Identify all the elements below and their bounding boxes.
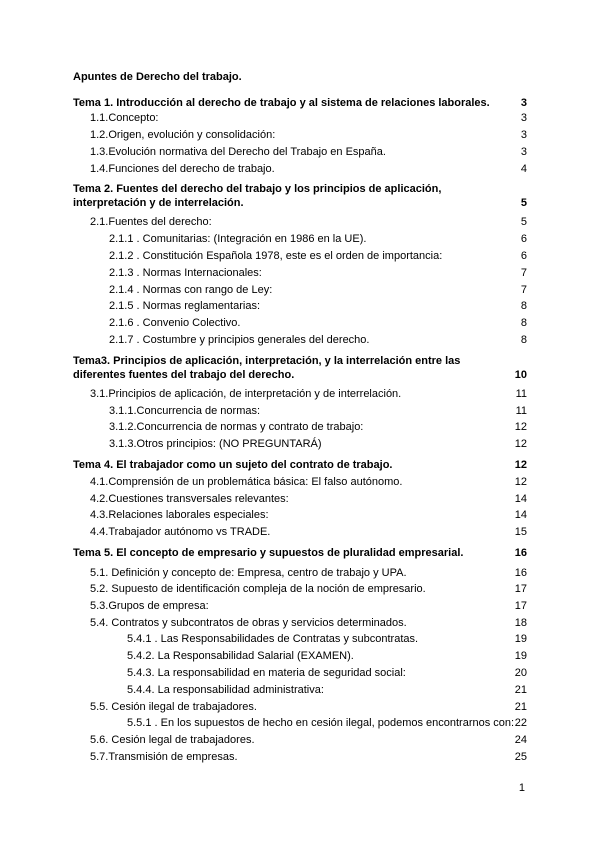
toc-entry[interactable]	[90, 145, 527, 159]
toc-page-number: 8	[520, 317, 527, 329]
toc-entry[interactable]	[90, 616, 527, 630]
toc-page-number: 17	[514, 600, 527, 612]
toc-entry-label: 2.1.6 . Convenio Colectivo.	[109, 317, 241, 329]
toc-page-number: 12	[514, 421, 527, 433]
toc-entry-label: 5.4. Contratos y subcontratos de obras y servicios determinados.	[90, 617, 407, 629]
toc-page-number: 16	[514, 567, 527, 579]
toc-entry-label: 5.7.Transmisión de empresas.	[90, 751, 238, 763]
toc-entry-label: 5.4.1 . Las Responsabilidades de Contratas y subcontratas.	[127, 633, 419, 645]
toc-chapter-label: Tema 1. Introducción al derecho de trabajo y al sistema de relaciones laborales.	[73, 97, 490, 109]
toc-page-number: 19	[514, 650, 527, 662]
toc-page-number: 5	[520, 197, 527, 209]
toc-entry-label: 5.5. Cesión ilegal de trabajadores.	[90, 701, 257, 713]
toc-page-number: 3	[520, 146, 527, 158]
toc-chapter-1[interactable]	[73, 96, 527, 110]
toc-entry-label: 1.3.Evolución normativa del Derecho del Trabajo en España.	[90, 146, 386, 158]
toc-entry[interactable]	[90, 599, 527, 613]
toc-entry-label: 5.4.3. La responsabilidad en materia de seguridad social:	[127, 667, 406, 679]
toc-chapter-label: Tema 4. El trabajador como un sujeto del contrato de trabajo.	[73, 459, 393, 471]
toc-entry-label: 3.1.Principios de aplicación, de interpretación y de interrelación.	[90, 388, 402, 400]
toc-page-number: 14	[514, 493, 527, 505]
toc-page-number: 19	[514, 633, 527, 645]
toc-entry-label: 2.1.5 . Normas reglamentarias:	[109, 300, 261, 312]
toc-page-number: 3	[520, 97, 527, 109]
toc-page-number: 3	[520, 112, 527, 124]
toc-entry[interactable]	[90, 750, 527, 764]
toc-page-number: 18	[514, 617, 527, 629]
toc-entry-label: 2.1.4 . Normas con rango de Ley:	[109, 284, 273, 296]
toc-page-number: 5	[520, 216, 527, 228]
toc-page-number: 21	[514, 701, 527, 713]
toc-page-number: 4	[520, 163, 527, 175]
toc-page-number: 8	[520, 334, 527, 346]
toc-entry-label: 5.6. Cesión legal de trabajadores.	[90, 734, 255, 746]
toc-entry-label: 5.2. Supuesto de identificación compleja de la noción de empresario.	[90, 583, 426, 595]
toc-entry-label: 2.1.2 . Constitución Española 1978, este es el orden de importancia:	[109, 250, 443, 262]
toc-entry[interactable]	[90, 475, 527, 489]
page-number: 1	[518, 782, 525, 794]
toc-page-number: 8	[520, 300, 527, 312]
toc-chapter-label: Tema 2. Fuentes del derecho del trabajo y los principios de aplicación, interpretación y de interrelación.	[73, 183, 442, 209]
toc-entry[interactable]	[90, 508, 527, 522]
toc-entry[interactable]	[90, 162, 527, 176]
toc-entry-label: 5.3.Grupos de empresa:	[90, 600, 209, 612]
toc-page-number: 15	[514, 526, 527, 538]
toc-page-number: 6	[520, 250, 527, 262]
toc-page-number: 21	[514, 684, 527, 696]
toc-page-number: 12	[514, 476, 527, 488]
toc-page-number: 16	[514, 547, 527, 559]
toc-entry-label: 2.1.3 . Normas Internacionales:	[109, 267, 262, 279]
toc-page-number: 24	[514, 734, 527, 746]
toc-entry-label: 3.1.2.Concurrencia de normas y contrato de trabajo:	[109, 421, 364, 433]
toc-entry[interactable]	[109, 299, 527, 313]
toc-entry-label: 5.4.2. La Responsabilidad Salarial (EXAMEN).	[127, 650, 354, 662]
toc-chapter-label: Tema 5. El concepto de empresario y supuestos de pluralidad empresarial.	[73, 547, 464, 559]
toc-chapter-2[interactable]	[73, 182, 527, 210]
toc-entry-label: 4.3.Relaciones laborales especiales:	[90, 509, 269, 521]
toc-page-number: 22	[514, 717, 527, 729]
toc-entry[interactable]	[127, 716, 527, 730]
toc-page-number: 7	[520, 267, 527, 279]
toc-page-number: 11	[515, 388, 527, 400]
toc-entry[interactable]	[127, 666, 527, 680]
toc-entry[interactable]	[127, 649, 527, 663]
toc-page-number: 6	[520, 233, 527, 245]
toc-entry-label: 3.1.1.Concurrencia de normas:	[109, 405, 261, 417]
toc-entry-label: 3.1.3.Otros principios: (NO PREGUNTARÁ)	[109, 438, 322, 450]
toc-entry-label: 1.4.Funciones del derecho de trabajo.	[90, 163, 275, 175]
toc-entry-label: 5.1. Definición y concepto de: Empresa, centro de trabajo y UPA.	[90, 567, 407, 579]
toc-entry[interactable]	[109, 249, 527, 263]
toc-page-number: 12	[514, 459, 527, 471]
toc-entry-label: 2.1.7 . Costumbre y principios generales del derecho.	[109, 334, 370, 346]
toc-entry-label: 1.1.Concepto:	[90, 112, 159, 124]
toc-page-number: 14	[514, 509, 527, 521]
toc-entry-label: 5.5.1 . En los supuestos de hecho en cesión ilegal, podemos encontrarnos con:	[127, 717, 515, 729]
toc-page-number: 20	[514, 667, 527, 679]
toc-entry-label: 1.2.Origen, evolución y consolidación:	[90, 129, 276, 141]
toc-entry[interactable]	[90, 525, 527, 539]
toc-page-number: 7	[520, 284, 527, 296]
toc-entry[interactable]	[90, 733, 527, 747]
toc-chapter-5[interactable]	[73, 546, 527, 560]
toc-page-number: 10	[514, 369, 527, 381]
toc-page-number: 25	[514, 751, 527, 763]
toc-entry[interactable]	[109, 420, 527, 434]
toc-entry[interactable]	[109, 266, 527, 280]
toc-entry[interactable]	[109, 437, 527, 451]
toc-entry[interactable]	[90, 700, 527, 714]
toc-entry[interactable]	[109, 404, 527, 418]
toc-chapter-3[interactable]	[73, 354, 527, 382]
toc-entry-label: 4.1.Comprensión de un problemática básica: El falso autónomo.	[90, 476, 403, 488]
toc-entry[interactable]	[109, 333, 527, 347]
toc-entry-label: 4.2.Cuestiones transversales relevantes:	[90, 493, 289, 505]
toc-page-number: 3	[520, 129, 527, 141]
toc-entry[interactable]	[127, 632, 527, 646]
toc-entry[interactable]	[90, 492, 527, 506]
toc-entry-label: 4.4.Trabajador autónomo vs TRADE.	[90, 526, 271, 538]
toc-entry[interactable]	[90, 215, 527, 229]
toc-entry[interactable]	[90, 566, 527, 580]
toc-entry[interactable]	[90, 387, 527, 401]
toc-page-number: 11	[515, 405, 527, 417]
toc-entry[interactable]	[109, 283, 527, 297]
toc-entry[interactable]	[109, 232, 527, 246]
toc-page-number: 12	[514, 438, 527, 450]
toc-entry[interactable]	[109, 316, 527, 330]
toc-entry[interactable]	[90, 128, 527, 142]
toc-page-number: 17	[514, 583, 527, 595]
toc-chapter-label: Tema3. Principios de aplicación, interpretación, y la interrelación entre las diferentes fuentes del trabajo del derecho.	[73, 355, 461, 381]
toc-entry[interactable]	[127, 683, 527, 697]
toc-entry-label: 2.1.1 . Comunitarias: (Integración en 1986 en la UE).	[109, 233, 367, 245]
document-title: Apuntes de Derecho del trabajo.	[73, 71, 242, 83]
toc-entry[interactable]	[90, 582, 527, 596]
toc-entry[interactable]	[90, 111, 527, 125]
toc-chapter-4[interactable]	[73, 458, 527, 472]
toc-entry-label: 5.4.4. La responsabilidad administrativa:	[127, 684, 324, 696]
toc-entry-label: 2.1.Fuentes del derecho:	[90, 216, 212, 228]
